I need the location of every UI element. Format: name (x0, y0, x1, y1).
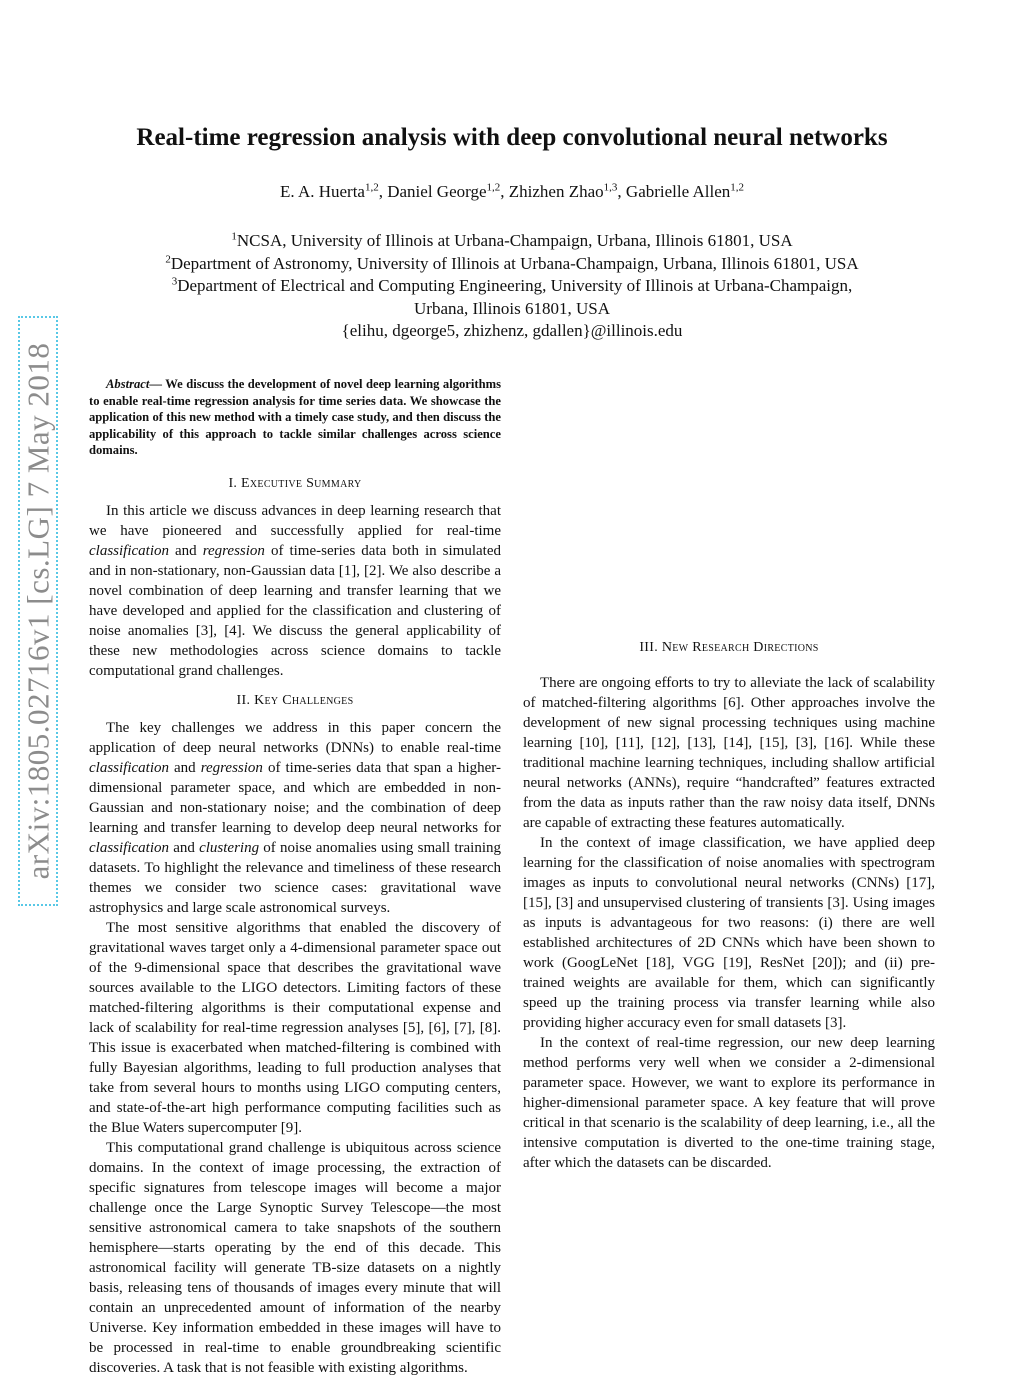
author-name: E. A. Huerta (280, 182, 365, 201)
abstract-label: Abstract (106, 377, 150, 391)
affiliation-line: Urbana, Illinois 61801, USA (414, 298, 610, 318)
affiliation-line: $^1$NCSA, University of Illinois at Urbana-Champaign, Urbana, Illinois 61801, USA (231, 230, 793, 250)
paragraph: This computational grand challenge is ubiquitous across science domains. In the context of image processing, the extraction of specific signatures from telescope images will become a major challenge once the Large Synoptic Survey Telescope—the most sensitive astronomical camera to take snapshots of the southern hemisphere—starts operating by the end of this decade. This astronomical facility will generate TB-size datasets on a nightly basis, releasing tens of thousands of images every minute that will contain an unprecedented amount of information of the nearby Universe. Key information embedded in these images will have to be processed in real-time to enable groundbreaking scientific discoveries. A task that is not feasible with existing algorithms. (89, 1139, 501, 1376)
paragraph: In the context of real-time regression, our new deep learning method performs very well when we consider a 2-dimensional parameter space. However, we want to explore its performance in higher-dimensional parameter space. A key feature that will prove critical in that scenario is the scalability of deep learning, i.e., all the intensive computation is diverted to the one-time training stage, after which the datasets can be discarded. (523, 1035, 935, 1171)
author-list: E. A. Huerta$^{1,2}$, Daniel George$^{1,2}$, Zhizhen Zhao$^{1,3}$, Gabrielle Allen$^{1,2}$ (280, 181, 744, 201)
affiliation-block (60, 230, 964, 343)
abstract-text: — We discuss the development of novel deep learning algorithms to enable real-time regression analysis for time series data. We showcase the application of this new method with a timely case study, and then discuss the applicability of this approach to tackle similar challenges across science domains. (89, 377, 501, 457)
author-emails: {elihu, dgeorge5, zhizhenz, gdallen}@illinois.edu (341, 321, 683, 340)
paragraph: There are ongoing efforts to try to alleviate the lack of scalability of matched-filtering algorithms [6]. Other approaches involve the development of new signal processing techniques using machine learning [10], [11], [12], [13], [14], [15], [3], [16]. While these traditional machine learning techniques, including shallow artificial neural networks (ANNs), require “handcrafted” features extracted from the data as inputs rather than the raw noisy data itself, DNNs are capable of extracting these features automatically. (523, 675, 935, 831)
affiliation-line: $^2$Department of Astronomy, University of Illinois at Urbana-Champaign, Urbana, Illinois 61801, USA (165, 252, 859, 273)
author-name: Daniel George (387, 182, 487, 201)
author-affiliation-marker: 1,2 (364, 181, 379, 194)
section-heading-key-challenges: II. Key Challenges (236, 692, 354, 708)
abstract (89, 376, 501, 459)
affiliation-line: $^3$Department of Electrical and Computing Engineering, University of Illinois at Urbana-Champaign, (171, 275, 853, 295)
author-affiliation-marker: 1,2 (486, 181, 501, 194)
paper-title: Real-time regression analysis with deep convolutional neural networks (136, 124, 888, 151)
affiliation-marker: 3 (171, 275, 178, 288)
author-affiliation-marker: 1,2 (730, 181, 744, 194)
section-heading-new-research-directions: III. New Research Directions (639, 640, 819, 655)
author-name: Zhizhen Zhao (508, 182, 604, 201)
paragraph: The most sensitive algorithms that enabled the discovery of gravitational waves target only a 4-dimensional parameter space out of the 9-dimensional space that describes the gravitational wave sources available to the LIGO detectors. Limiting factors of these matched-filtering algorithms is their computational expense and lack of scalability for real-time regression analyses [5], [6], [7], [8]. This issue is exacerbated when matched-filtering is combined with fully Bayesian algorithms, leading to full production analyses that take from several hours to months using LIGO computing centers, and state-of-the-art high performance computing facilities such as the Blue Waters supercomputer [9]. (89, 919, 501, 1136)
affiliation-marker: 1 (231, 230, 237, 243)
paragraph: The key challenges we address in this paper concern the application of deep neural networks (DNNs) to enable real-time classification and regression of time-series data that span a higher-dimensional parameter space, and which are embedded in non-Gaussian and non-stationary noise; and the combination of deep learning and transfer learning to develop deep neural networks for classification and clustering of noise anomalies using small training datasets. To highlight the relevance and timeliness of these research themes we consider two science cases: gravitational wave astrophysics and large scale astronomical surveys. (89, 719, 501, 916)
section-heading-executive-summary: I. Executive Summary (228, 475, 362, 491)
paragraph: In this article we discuss advances in deep learning research that we have pioneered and successfully applied for real-time classification and regression of time-series data both in simulated and in non-stationary, non-Gaussian data [1], [2]. We also describe a novel combination of deep learning and transfer learning that we have developed and applied for the classification and clustering of noise anomalies [3], [4]. We discuss the general applicability of these new methodologies across science domains to tackle computational grand challenges. (89, 502, 501, 679)
arxiv-identifier-text: arXiv:1805.02716v1 [cs.LG] 7 May 2018 (20, 342, 55, 880)
author-affiliation-marker: 1,3 (603, 181, 618, 194)
left-column (89, 376, 501, 1378)
author-name: Gabrielle Allen (625, 182, 731, 201)
affiliation-marker: 2 (165, 252, 171, 265)
arxiv-identifier-stamp (18, 316, 58, 906)
right-column (523, 618, 935, 1173)
paragraph: In the context of image classification, we have applied deep learning for the classification of noise anomalies with spectrogram images as inputs to convolutional neural networks (CNNs) [17], [15], [3] and unsupervised clustering of transients [3]. Using images as inputs is advantageous for two reasons: (i) there are well established architectures of 2D CNNs which have been shown to work (GoogLeNet [18], VGG [19], ResNet [20]); and (ii) pre-trained weights are available for them, which can significantly speed up the training process via transfer learning while also providing higher accuracy even for small datasets [3]. (523, 835, 935, 1031)
